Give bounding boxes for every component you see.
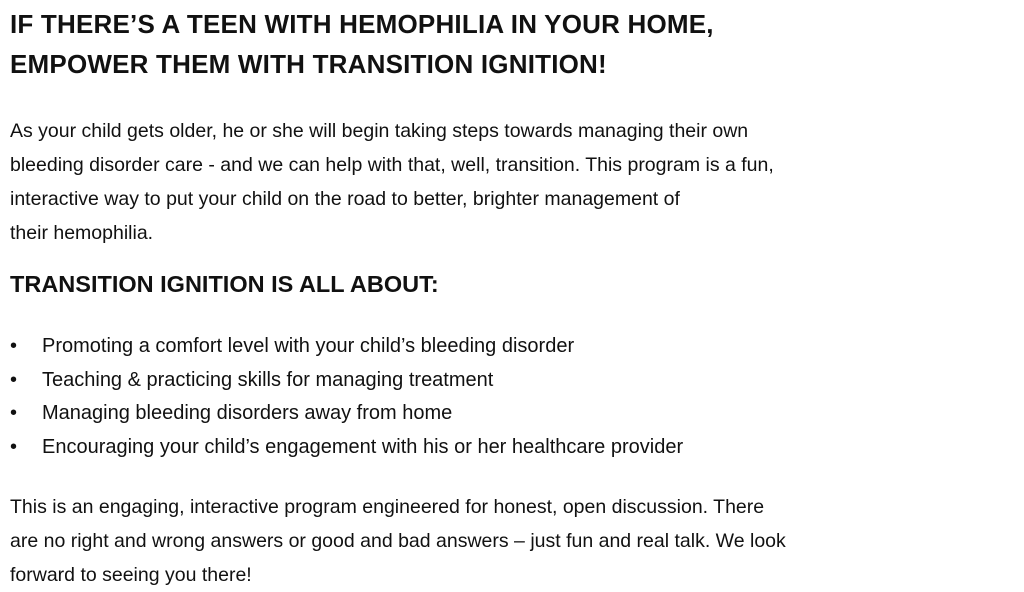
intro-line-4: their hemophilia. bbox=[10, 222, 154, 244]
closing-line-2: are no right and wrong answers or good and bad answers – just fun and real talk. We look bbox=[10, 530, 786, 552]
closing-line-1: This is an engaging, interactive program engineered for honest, open discussion. There bbox=[10, 496, 765, 518]
list-item-text: Encouraging your child’s engagement with his or her healthcare provider bbox=[42, 435, 684, 458]
bullet-icon: • bbox=[10, 402, 18, 424]
intro-line-1: As your child gets older, he or she will begin taking steps towards managing their own bbox=[10, 120, 749, 142]
list-item bbox=[10, 330, 683, 364]
headline bbox=[10, 4, 1010, 84]
bullet-icon: • bbox=[10, 335, 18, 357]
benefits-list bbox=[10, 330, 683, 464]
intro-line-3: interactive way to put your child on the road to better, brighter management of bbox=[10, 188, 680, 210]
list-item bbox=[10, 397, 683, 431]
intro-paragraph bbox=[10, 114, 1018, 250]
bullet-icon: • bbox=[10, 368, 18, 391]
headline-line-1: IF THERE’S A TEEN WITH HEMOPHILIA IN YOUR HOME, bbox=[10, 9, 714, 39]
section-heading: TRANSITION IGNITION IS ALL ABOUT: bbox=[10, 271, 439, 297]
list-item-text: Managing bleeding disorders away from home bbox=[42, 402, 453, 424]
closing-paragraph bbox=[10, 490, 1018, 592]
list-item-text: Promoting a comfort level with your child’s bleeding disorder bbox=[42, 335, 575, 357]
list-item-text: Teaching & practicing skills for managing treatment bbox=[42, 368, 494, 391]
bullet-icon: • bbox=[10, 435, 18, 458]
intro-line-2: bleeding disorder care - and we can help with that, well, transition. This program is a fun, bbox=[10, 154, 774, 176]
headline-line-2: EMPOWER THEM WITH TRANSITION IGNITION! bbox=[10, 49, 607, 79]
closing-line-3: forward to seeing you there! bbox=[10, 564, 252, 586]
list-item bbox=[10, 431, 683, 465]
list-item bbox=[10, 364, 683, 398]
